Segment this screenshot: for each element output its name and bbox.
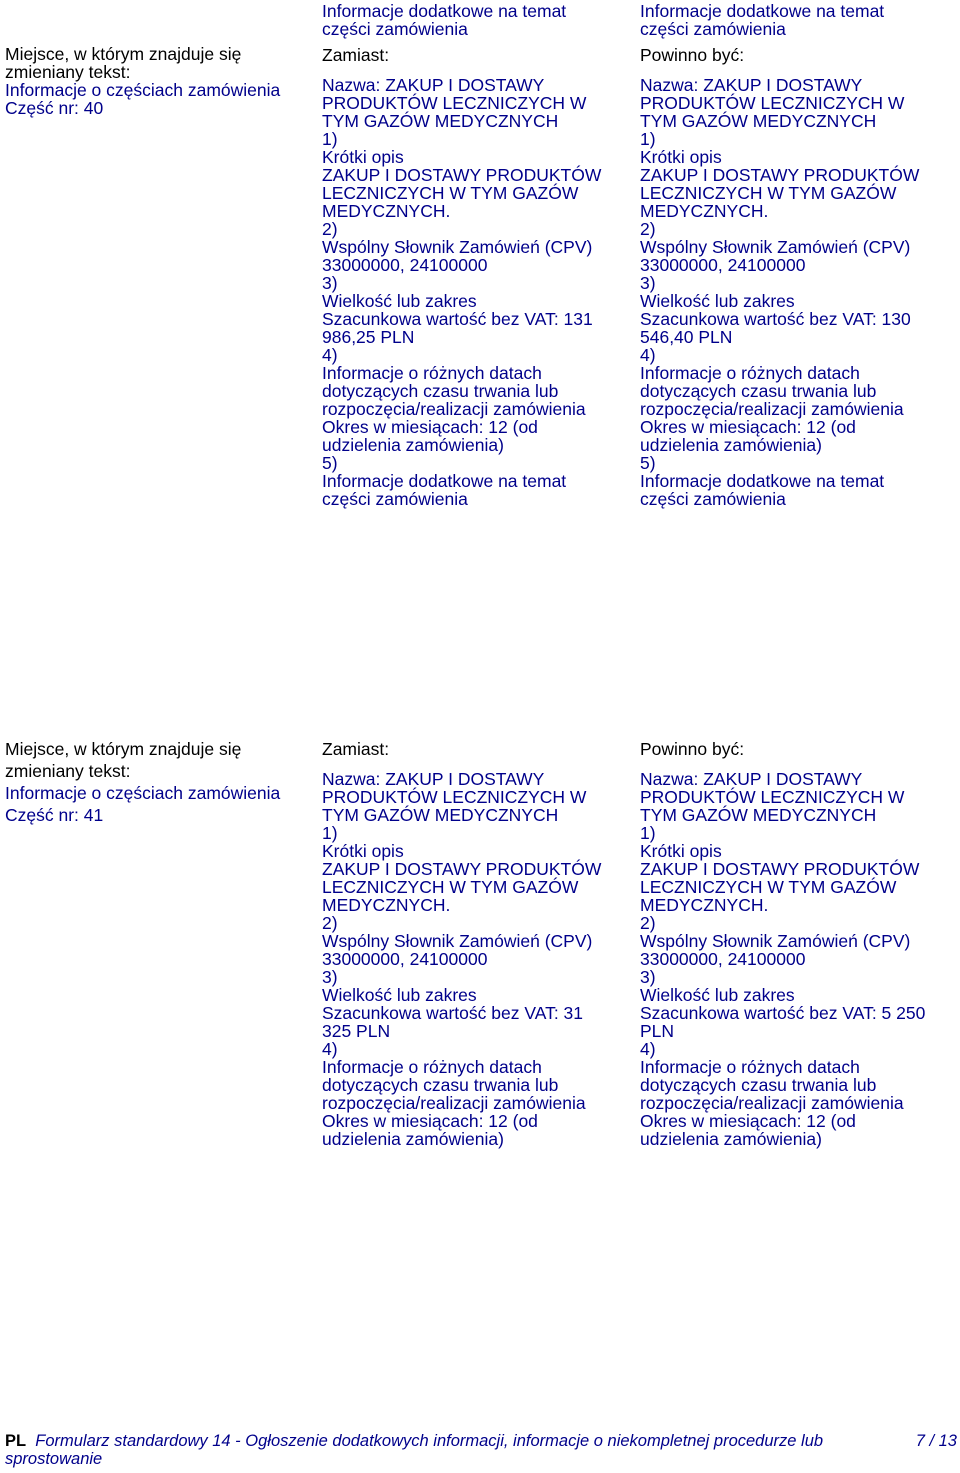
zamiast-column-part-41 bbox=[322, 740, 632, 1148]
krotki-opis-line: ZAKUP I DOSTAWY PRODUKTÓW bbox=[640, 165, 920, 185]
dates-line: udzielenia zamówienia) bbox=[640, 435, 822, 455]
carry-over-line1: Informacje dodatkowe na temat bbox=[322, 1, 567, 21]
cpv-codes: 33000000, 24100000 bbox=[640, 255, 806, 275]
part-number: Część nr: 41 bbox=[5, 805, 104, 825]
size-label: Wielkość lub zakres bbox=[640, 291, 795, 311]
location-value: Informacje o częściach zamówienia bbox=[5, 80, 281, 100]
size-label: Wielkość lub zakres bbox=[640, 985, 795, 1005]
cpv-label: Wspólny Słownik Zamówień (CPV) bbox=[640, 931, 911, 951]
item-number: 1) bbox=[640, 823, 656, 843]
powinno-heading: Powinno być: bbox=[640, 45, 745, 65]
dates-line: Informacje o różnych datach bbox=[640, 363, 860, 383]
item-number: 1) bbox=[640, 129, 656, 149]
dates-line: udzielenia zamówienia) bbox=[322, 435, 504, 455]
size-label: Wielkość lub zakres bbox=[322, 291, 477, 311]
krotki-opis-line: MEDYCZNYCH. bbox=[640, 895, 769, 915]
krotki-opis-line: MEDYCZNYCH. bbox=[322, 895, 451, 915]
dates-line: Okres w miesiącach: 12 (od bbox=[322, 417, 538, 437]
dates-line: udzielenia zamówienia) bbox=[640, 1129, 822, 1149]
nazwa-line: TYM GAZÓW MEDYCZNYCH bbox=[640, 805, 877, 825]
cpv-label: Wspólny Słownik Zamówień (CPV) bbox=[322, 931, 593, 951]
estimated-value-line: 986,25 PLN bbox=[322, 327, 415, 347]
item-number: 3) bbox=[322, 967, 338, 987]
cpv-label: Wspólny Słownik Zamówień (CPV) bbox=[640, 237, 911, 257]
estimated-value-line: Szacunkowa wartość bez VAT: 5 250 bbox=[640, 1003, 926, 1023]
item-number: 5) bbox=[640, 453, 656, 473]
nazwa-line: PRODUKTÓW LECZNICZYCH W bbox=[322, 787, 587, 807]
dates-line: Informacje o różnych datach bbox=[640, 1057, 860, 1077]
powinno-column-part-40 bbox=[640, 2, 955, 508]
item-number: 2) bbox=[640, 219, 656, 239]
dates-line: rozpoczęcia/realizacji zamówienia bbox=[640, 1093, 904, 1113]
nazwa-line: PRODUKTÓW LECZNICZYCH W bbox=[640, 93, 905, 113]
dates-line: udzielenia zamówienia) bbox=[322, 1129, 504, 1149]
footer-form-title: Formularz standardowy 14 - Ogłoszenie dodatkowych informacji, informacje o niekompletnej procedurze lub sprostowanie bbox=[5, 1432, 824, 1468]
dates-line: Okres w miesiącach: 12 (od bbox=[640, 1111, 856, 1131]
dates-line: Okres w miesiącach: 12 (od bbox=[322, 1111, 538, 1131]
location-label-line1: Miejsce, w którym znajduje się bbox=[5, 44, 242, 64]
item-number: 1) bbox=[322, 129, 338, 149]
location-column-part-40 bbox=[5, 45, 310, 117]
nazwa-line: PRODUKTÓW LECZNICZYCH W bbox=[322, 93, 587, 113]
location-label-line1: Miejsce, w którym znajduje się bbox=[5, 739, 242, 759]
item-number: 3) bbox=[322, 273, 338, 293]
dates-line: rozpoczęcia/realizacji zamówienia bbox=[640, 399, 904, 419]
nazwa-line: Nazwa: ZAKUP I DOSTAWY bbox=[322, 75, 545, 95]
carry-over-line2: części zamówienia bbox=[640, 19, 786, 39]
zamiast-heading: Zamiast: bbox=[322, 45, 390, 65]
footer-text bbox=[5, 1432, 875, 1468]
item-number: 3) bbox=[640, 967, 656, 987]
part-number: Część nr: 40 bbox=[5, 98, 104, 118]
krotki-opis-line: ZAKUP I DOSTAWY PRODUKTÓW bbox=[322, 165, 602, 185]
krotki-opis-line: LECZNICZYCH W TYM GAZÓW bbox=[322, 877, 579, 897]
krotki-opis-line: LECZNICZYCH W TYM GAZÓW bbox=[322, 183, 579, 203]
krotki-opis-line: MEDYCZNYCH. bbox=[640, 201, 769, 221]
item-number: 1) bbox=[322, 823, 338, 843]
krotki-opis-label: Krótki opis bbox=[640, 841, 722, 861]
dates-line: rozpoczęcia/realizacji zamówienia bbox=[322, 399, 586, 419]
krotki-opis-line: LECZNICZYCH W TYM GAZÓW bbox=[640, 183, 897, 203]
nazwa-line: TYM GAZÓW MEDYCZNYCH bbox=[322, 805, 559, 825]
location-value: Informacje o częściach zamówienia bbox=[5, 783, 281, 803]
location-label-line2: zmieniany tekst: bbox=[5, 761, 131, 781]
zamiast-heading: Zamiast: bbox=[322, 739, 390, 759]
extra-info-line: części zamówienia bbox=[640, 489, 786, 509]
dates-line: dotyczących czasu trwania lub bbox=[322, 381, 559, 401]
page-number: 7 / 13 bbox=[915, 1432, 957, 1450]
item-number: 4) bbox=[322, 1039, 338, 1059]
cpv-codes: 33000000, 24100000 bbox=[322, 255, 488, 275]
location-column-part-41 bbox=[5, 740, 310, 824]
estimated-value-line: Szacunkowa wartość bez VAT: 131 bbox=[322, 309, 593, 329]
krotki-opis-line: LECZNICZYCH W TYM GAZÓW bbox=[640, 877, 897, 897]
item-number: 2) bbox=[640, 913, 656, 933]
krotki-opis-label: Krótki opis bbox=[640, 147, 722, 167]
item-number: 3) bbox=[640, 273, 656, 293]
krotki-opis-line: ZAKUP I DOSTAWY PRODUKTÓW bbox=[640, 859, 920, 879]
location-label-line2: zmieniany tekst: bbox=[5, 62, 131, 82]
estimated-value-line: 546,40 PLN bbox=[640, 327, 733, 347]
krotki-opis-line: MEDYCZNYCH. bbox=[322, 201, 451, 221]
dates-line: dotyczących czasu trwania lub bbox=[640, 1075, 877, 1095]
krotki-opis-line: ZAKUP I DOSTAWY PRODUKTÓW bbox=[322, 859, 602, 879]
dates-line: Informacje o różnych datach bbox=[322, 363, 542, 383]
footer-language-code: PL bbox=[5, 1432, 27, 1450]
item-number: 4) bbox=[322, 345, 338, 365]
estimated-value-line: Szacunkowa wartość bez VAT: 130 bbox=[640, 309, 911, 329]
item-number: 2) bbox=[322, 219, 338, 239]
cpv-codes: 33000000, 24100000 bbox=[640, 949, 806, 969]
extra-info-line: Informacje dodatkowe na temat bbox=[640, 471, 885, 491]
nazwa-line: Nazwa: ZAKUP I DOSTAWY bbox=[640, 75, 863, 95]
estimated-value-line: PLN bbox=[640, 1021, 675, 1041]
extra-info-line: części zamówienia bbox=[322, 489, 468, 509]
item-number: 2) bbox=[322, 913, 338, 933]
dates-line: dotyczących czasu trwania lub bbox=[640, 381, 877, 401]
extra-info-line: Informacje dodatkowe na temat bbox=[322, 471, 567, 491]
nazwa-line: Nazwa: ZAKUP I DOSTAWY bbox=[640, 769, 863, 789]
dates-line: Informacje o różnych datach bbox=[322, 1057, 542, 1077]
nazwa-line: Nazwa: ZAKUP I DOSTAWY bbox=[322, 769, 545, 789]
dates-line: Okres w miesiącach: 12 (od bbox=[640, 417, 856, 437]
dates-line: rozpoczęcia/realizacji zamówienia bbox=[322, 1093, 586, 1113]
estimated-value-line: Szacunkowa wartość bez VAT: 31 bbox=[322, 1003, 584, 1023]
krotki-opis-label: Krótki opis bbox=[322, 841, 404, 861]
cpv-label: Wspólny Słownik Zamówień (CPV) bbox=[322, 237, 593, 257]
item-number: 4) bbox=[640, 345, 656, 365]
item-number: 4) bbox=[640, 1039, 656, 1059]
zamiast-column-part-40 bbox=[322, 2, 632, 508]
nazwa-line: PRODUKTÓW LECZNICZYCH W bbox=[640, 787, 905, 807]
powinno-column-part-41 bbox=[640, 740, 955, 1148]
carry-over-line2: części zamówienia bbox=[322, 19, 468, 39]
estimated-value-line: 325 PLN bbox=[322, 1021, 391, 1041]
item-number: 5) bbox=[322, 453, 338, 473]
powinno-heading: Powinno być: bbox=[640, 739, 745, 759]
page-footer bbox=[5, 1432, 960, 1472]
krotki-opis-label: Krótki opis bbox=[322, 147, 404, 167]
nazwa-line: TYM GAZÓW MEDYCZNYCH bbox=[322, 111, 559, 131]
carry-over-line1: Informacje dodatkowe na temat bbox=[640, 1, 885, 21]
size-label: Wielkość lub zakres bbox=[322, 985, 477, 1005]
nazwa-line: TYM GAZÓW MEDYCZNYCH bbox=[640, 111, 877, 131]
dates-line: dotyczących czasu trwania lub bbox=[322, 1075, 559, 1095]
cpv-codes: 33000000, 24100000 bbox=[322, 949, 488, 969]
